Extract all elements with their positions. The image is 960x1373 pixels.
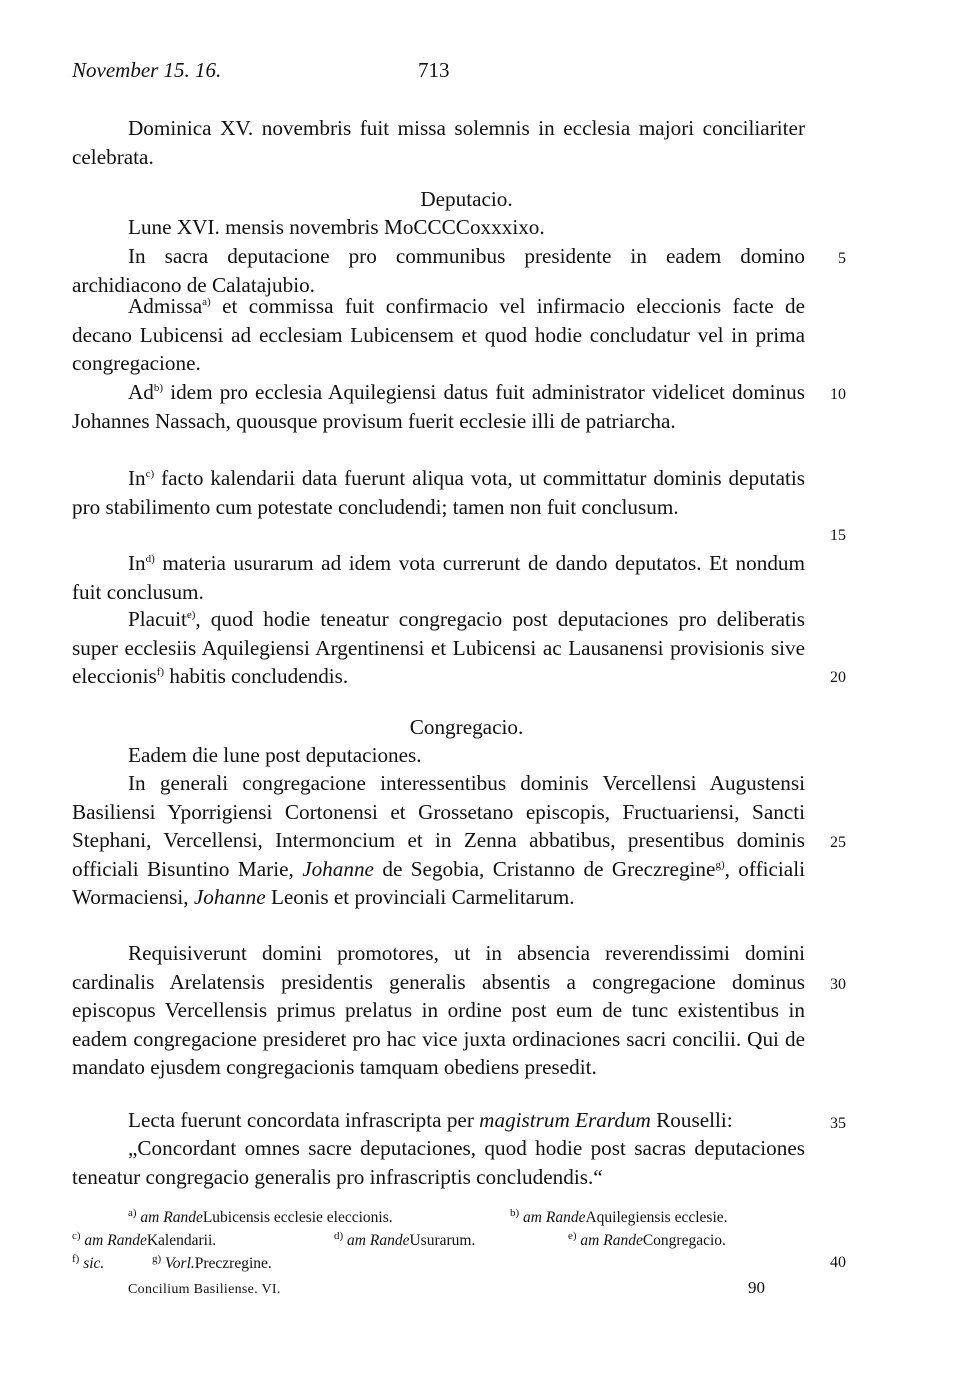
paragraph-ad-idem <box>72 378 805 435</box>
footnote-ref: f) <box>156 665 165 678</box>
line-number: 20 <box>830 669 846 686</box>
paragraph-text-italic: Johanne <box>302 856 374 881</box>
heading-congregacio: Congregacio. <box>409 715 524 739</box>
paragraph-text: Leonis et provinciali Carmelitarum. <box>265 885 575 909</box>
footnote-ref: g) <box>715 858 725 871</box>
paragraph-sacra-deputacione: In sacra deputacione pro communibus presidente in eadem domino archidiacono de Calatajubio. <box>72 244 805 297</box>
paragraph-generali-congregacione <box>72 769 805 912</box>
footnote-f: $^{f)}$ sic. <box>72 1252 105 1272</box>
line-number: 30 <box>830 976 846 993</box>
footer-title: Concilium Basiliense. VI. <box>128 1282 281 1297</box>
paragraph-text: In generali congregacione interessentibus dominis Vercellensi Augustensi Basiliensi Yporrigiensi Cortonensi et Grossetano episcopis, Fructuariensi, Sancti Stephani, Vercellensi, Intermoncium et in Zenna abbatibus, presentibus dominis officiali Bisuntino Marie, <box>72 771 805 881</box>
paragraph-requisiverunt: Requisiverunt domini promotores, ut in absencia reverendissimi domini cardinalis Arelatensis presidentis generalis absentis a congregacione dominus episcopus Vercellensis primus prelatus in ordine post eum de tunc existentibus in eadem congregacione presideret pro hac vice juxta ordinaciones sacri concilii. Qui de mandato ejusdem congregacionis tamquam obediens presedit. <box>72 941 805 1079</box>
line-number: 25 <box>830 834 846 851</box>
paragraph-text: idem pro ecclesia Aquilegiensi datus fuit administrator videlicet dominus Johannes Nassach, quousque provisum fuerit ecclesie illi de patriarcha. <box>72 380 805 433</box>
heading-deputacio: Deputacio. <box>420 187 513 211</box>
footnote-ref: a) <box>202 295 211 308</box>
footnote-c: $^{c)}$ am RandeKalendarii. <box>72 1229 217 1249</box>
paragraph-text: habitis concludendis. <box>164 664 349 688</box>
line-number: 5 <box>838 250 846 267</box>
paragraph-text-italic: magistrum Erardum <box>479 1108 651 1132</box>
paragraph-admissa <box>72 292 805 378</box>
footnote-ref: c) <box>145 467 155 480</box>
footnote-e: $^{e)}$ am RandeCongregacio. <box>568 1229 726 1249</box>
line-number: 35 <box>830 1115 846 1132</box>
paragraph-text: Placuit <box>128 607 187 631</box>
paragraph-concordant: „Concordant omnes sacre deputaciones, quod hodie post sacras deputaciones teneatur congregacio generalis pro infrascriptis concludendis.“ <box>72 1136 805 1189</box>
footnote-a: $^{a)}$ am RandeLubicensis ecclesie eleccionis. <box>128 1206 393 1226</box>
signature-mark: 90 <box>748 1278 765 1297</box>
line-number: 15 <box>830 527 846 544</box>
page-number: 713 <box>418 58 450 82</box>
paragraph-text: et commissa fuit confirmacio vel infirmacio eleccionis facte de decano Lubicensi ad ecclesiam Lubicensem et quod hodie concludatur vel in prima congregacione. <box>72 294 805 375</box>
footnote-ref: b) <box>153 381 164 394</box>
paragraph-kalendarii <box>72 464 805 521</box>
footnote-d: $^{d)}$ am RandeUsurarum. <box>334 1229 476 1249</box>
paragraph-text: facto kalendarii data fuerunt aliqua vota, ut committatur dominis deputatis pro stabilimento cum potestate concludendi; tamen non fuit conclusum. <box>72 466 805 519</box>
paragraph-placuit <box>72 605 805 691</box>
paragraph-text-italic: Johanne <box>193 885 266 909</box>
paragraph-text: Admissa <box>128 294 203 318</box>
paragraph-text: Rouselli: <box>650 1108 733 1132</box>
paragraph-text: materia usurarum ad idem vota currerunt de dando deputatos. Et nondum fuit conclusum. <box>72 551 805 604</box>
paragraph-text: Lecta fuerunt concordata infrascripta per <box>128 1108 480 1132</box>
paragraph-eadem-die: Eadem die lune post deputaciones. <box>128 743 422 767</box>
paragraph-text: , officiali Wormaciensi, <box>72 856 805 909</box>
running-header: November 15. 16. <box>72 58 222 82</box>
line-number: 40 <box>830 1254 846 1271</box>
paragraph-usurarum <box>72 549 805 606</box>
paragraph-text: In <box>128 466 146 490</box>
paragraph-text: In <box>128 551 146 575</box>
paragraph-lecta <box>72 1106 805 1135</box>
paragraph-dominica: Dominica XV. novembris fuit missa solemnis in ecclesia majori conciliariter celebrata. <box>72 116 805 169</box>
paragraph-lune: Lune XVI. mensis novembris MoCCCCoxxxixo. <box>128 215 545 239</box>
footnote-ref: d) <box>145 552 155 565</box>
paragraph-text: de Segobia, Cristanno de Greczregine <box>373 856 716 881</box>
paragraph-text: Ad <box>128 380 154 404</box>
footnote-ref: e) <box>186 608 196 621</box>
paragraph-text: , quod hodie teneatur congregacio post deputaciones pro deliberatis super ecclesiis Aquilegiensi Argentinensi et Lubicensi ac Lausanensi provisionis sive eleccionis <box>72 607 805 688</box>
line-number: 10 <box>830 386 846 403</box>
footnote-b: $^{b)}$ am RandeAquilegiensis ecclesie. <box>510 1206 728 1226</box>
footnote-g: $^{g)}$ Vorl.Preczregine. <box>152 1252 272 1272</box>
